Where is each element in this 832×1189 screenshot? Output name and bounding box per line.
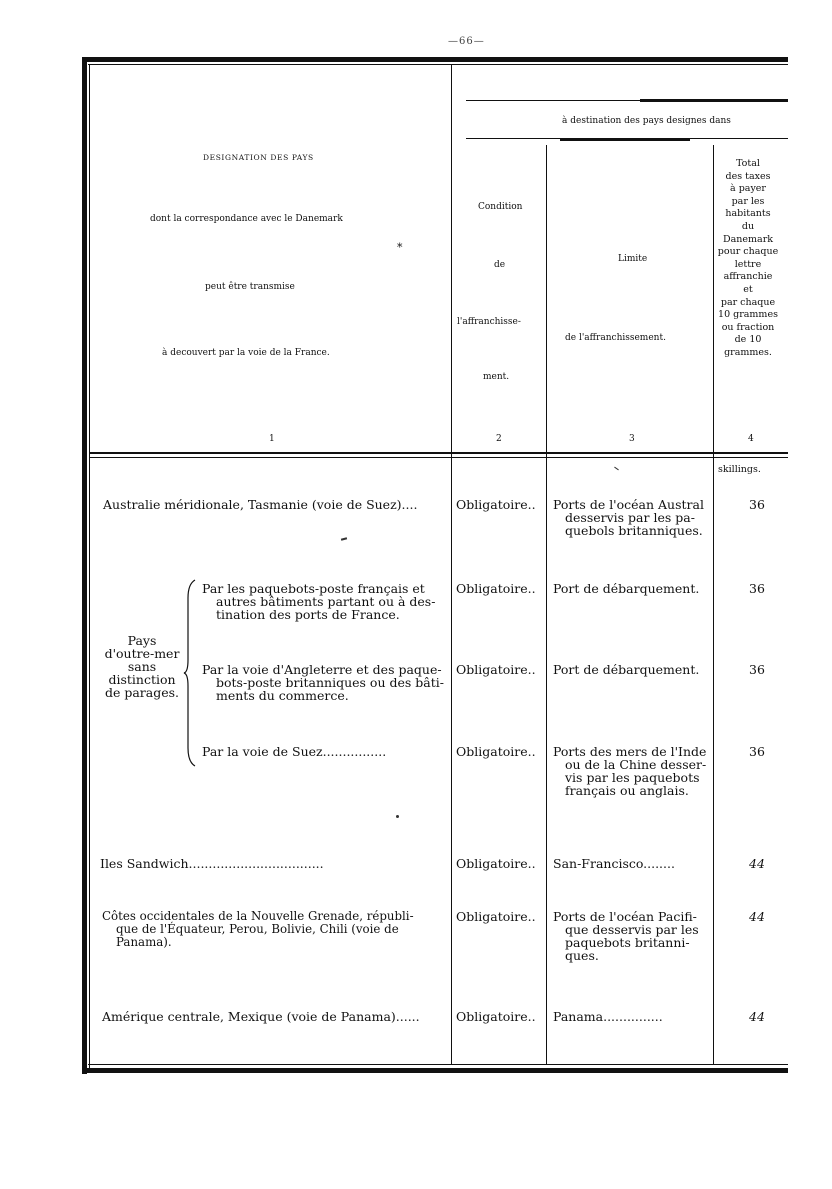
limit-line: Ports de l'océan Austral <box>553 497 704 512</box>
group-label-line: d'outre-mer <box>104 646 180 661</box>
group-label-line: de parages. <box>104 685 180 700</box>
row-condition: Obligatoire.. <box>456 662 536 677</box>
destination-header: à destination des pays designes dans <box>562 116 731 126</box>
col3-header-line2: de l'affranchissement. <box>565 333 666 343</box>
col4-header-line: grammes. <box>724 346 772 358</box>
limit-line: que desservis par les <box>565 922 699 937</box>
country-line: Par la voie d'Angleterre et des paque- <box>202 662 442 677</box>
col4-header-line: Total <box>736 158 760 169</box>
col4-header-line: ou fraction <box>721 321 775 333</box>
col4-header-line: Danemark <box>723 233 773 245</box>
col4-header-line: lettre <box>734 258 762 270</box>
row-country <box>202 582 435 621</box>
destination-top-brace-heavy <box>640 99 788 102</box>
col4-header <box>713 158 783 360</box>
col1-header-line2: dont la correspondance avec le Danemark <box>150 214 343 224</box>
limit-line: français ou anglais. <box>565 783 689 798</box>
row-total: 44 <box>749 856 765 871</box>
group-brace <box>183 578 197 768</box>
col-number-3: 3 <box>629 434 635 444</box>
row-country: Par la voie de Suez................ <box>202 744 387 759</box>
row-country: Australie méridionale, Tasmanie (voie de Suez).... <box>103 497 418 512</box>
header-separator-thin <box>90 457 788 458</box>
col4-header-line: de 10 <box>734 334 762 346</box>
row-total: 44 <box>749 909 765 924</box>
country-line: autres bâtiments partant ou à des- <box>216 594 436 609</box>
row-condition: Obligatoire.. <box>456 909 536 924</box>
row-limit: Panama............... <box>553 1009 663 1024</box>
col1-header-line4: à decouvert par la voie de la France. <box>162 348 330 358</box>
scan-speck <box>341 537 347 540</box>
col-number-2: 2 <box>496 434 502 444</box>
col4-header-line: habitants <box>725 208 771 220</box>
row-limit: San-Francisco........ <box>553 856 675 871</box>
header-separator <box>90 452 788 454</box>
group-label-line: sans <box>127 659 157 674</box>
row-country: Amérique centrale, Mexique (voie de Panama)...... <box>102 1009 420 1024</box>
row-limit <box>553 498 704 537</box>
col4-header-line: du <box>741 220 755 232</box>
row-condition: Obligatoire.. <box>456 744 536 759</box>
col-sep-2 <box>546 145 547 1064</box>
row-limit: Port de débarquement. <box>553 581 700 596</box>
col-number-4: 4 <box>748 434 754 444</box>
col1-header-title: DESIGNATION DES PAYS <box>203 153 314 162</box>
row-limit: Port de débarquement. <box>553 662 700 677</box>
country-line: que de l'Équateur, Perou, Bolivie, Chili (voie de <box>116 922 399 936</box>
col4-header-line: à payer <box>730 183 766 195</box>
country-line: Par les paquebots-poste français et <box>202 581 425 596</box>
table-left-rule-thin <box>89 64 90 1068</box>
row-condition: Obligatoire.. <box>456 1009 536 1024</box>
limit-line: Ports de l'océan Pacifi- <box>553 909 697 924</box>
limit-line: Ports des mers de l'Inde <box>553 744 707 759</box>
table-left-rule <box>82 57 87 1074</box>
col4-header-line: par chaque <box>720 296 776 308</box>
col1-header-line3: peut être transmise <box>205 282 295 292</box>
col2-header-line3: l'affranchisse- <box>457 317 521 327</box>
row-country <box>202 663 444 702</box>
country-line: Panama). <box>116 935 172 949</box>
col4-header-line: pour chaque <box>717 246 779 258</box>
limit-line: paquebots britanni- <box>565 935 690 950</box>
group-label-line: distinction <box>108 672 176 687</box>
row-country: Iles Sandwich.................................. <box>100 856 324 871</box>
limit-line: vis par les paquebots <box>565 770 700 785</box>
table-bottom-rule-thin <box>88 1064 788 1065</box>
unit-label: skillings. <box>718 464 761 475</box>
row-condition: Obligatoire.. <box>456 497 536 512</box>
country-line: bots-poste britanniques ou des bâti- <box>216 675 444 690</box>
col2-header-line4: ment. <box>483 372 510 382</box>
col4-header-line: 10 grammes <box>718 309 778 321</box>
row-total: 44 <box>749 1009 765 1024</box>
country-line: ments du commerce. <box>216 688 349 703</box>
col4-header-line: des taxes <box>725 170 771 182</box>
col-sep-1 <box>451 64 452 1064</box>
col4-header-line: et <box>743 283 753 295</box>
limit-line: quebols britanniques. <box>565 523 703 538</box>
row-limit <box>553 910 699 962</box>
col1-header-mark: * <box>397 241 403 254</box>
col2-header-line1: Condition <box>478 202 523 212</box>
destination-bottom-brace-heavy <box>560 138 690 141</box>
table-top-rule <box>82 57 788 62</box>
row-limit <box>553 745 706 797</box>
scan-speck <box>396 815 399 818</box>
scan-speck <box>614 467 619 471</box>
limit-line: desservis par les pa- <box>565 510 695 525</box>
country-line: tination des ports de France. <box>216 607 400 622</box>
col3-header-line1: Limite <box>618 254 648 264</box>
table-bottom-rule <box>82 1068 788 1073</box>
row-total: 36 <box>749 662 765 677</box>
row-condition: Obligatoire.. <box>456 581 536 596</box>
group-label-line: Pays <box>127 633 157 648</box>
row-country <box>102 910 414 949</box>
row-condition: Obligatoire.. <box>456 856 536 871</box>
col4-header-line: affranchie <box>723 271 773 283</box>
col-number-1: 1 <box>269 434 275 444</box>
country-line: Côtes occidentales de la Nouvelle Grenade, républi- <box>102 909 414 923</box>
group-label <box>97 634 187 699</box>
col2-header-line2: de <box>494 260 506 270</box>
row-total: 36 <box>749 497 765 512</box>
col4-header-line: par les <box>731 195 765 207</box>
limit-line: ques. <box>565 948 599 963</box>
limit-line: ou de la Chine desser- <box>565 757 707 772</box>
row-total: 36 <box>749 581 765 596</box>
table-top-rule-thin <box>88 64 788 65</box>
row-total: 36 <box>749 744 765 759</box>
page-number: —66— <box>448 36 485 47</box>
